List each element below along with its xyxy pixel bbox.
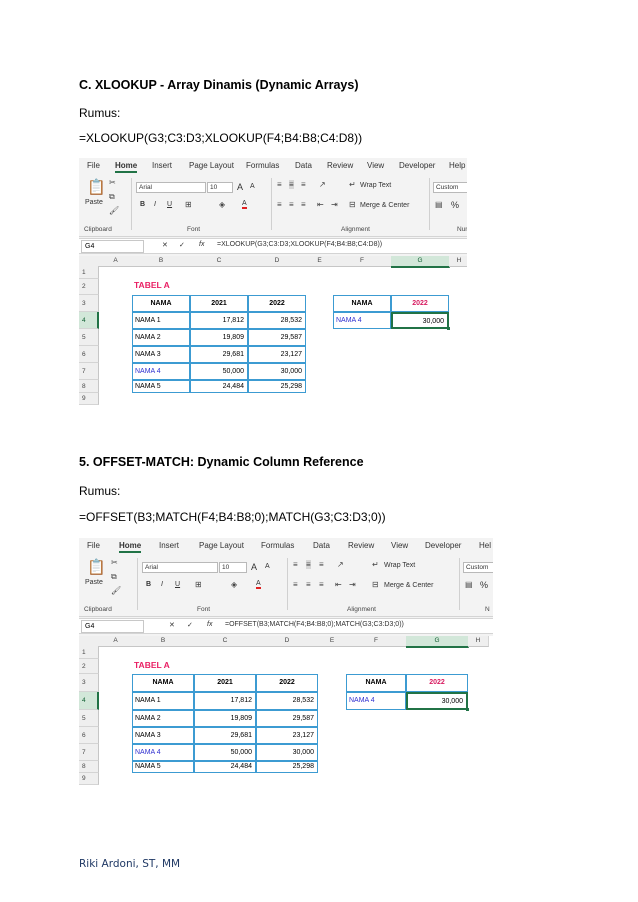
- table-cell-nama[interactable]: NAMA 2: [132, 710, 194, 727]
- table-cell-2021[interactable]: 17,812: [190, 312, 248, 329]
- row-header[interactable]: 1: [79, 266, 99, 279]
- shrink-font-icon[interactable]: A: [265, 563, 270, 570]
- fill-color-icon[interactable]: ◈: [219, 200, 226, 209]
- lookup-header-year[interactable]: 2022: [406, 674, 468, 692]
- table-cell-2021[interactable]: 19,809: [190, 329, 248, 346]
- percent-button[interactable]: %: [451, 200, 460, 210]
- font-size-select[interactable]: 10: [207, 182, 233, 193]
- menu-review[interactable]: Review: [327, 161, 354, 170]
- table-cell-2021[interactable]: 17,812: [194, 692, 256, 710]
- paste-button-label[interactable]: Paste: [85, 199, 103, 206]
- enter-icon[interactable]: ✓: [187, 622, 193, 629]
- table-cell-2022[interactable]: 30,000: [248, 363, 306, 380]
- menu-page-layout[interactable]: Page Layout: [189, 161, 234, 170]
- wrap-text-button[interactable]: Wrap Text: [360, 182, 392, 189]
- align-bottom-icon[interactable]: ≡: [301, 180, 306, 189]
- lookup-name-cell[interactable]: NAMA 4: [333, 312, 391, 329]
- menu-data[interactable]: Data: [313, 541, 330, 550]
- column-header[interactable]: G: [391, 256, 450, 268]
- table-cell-2022[interactable]: 30,000: [256, 744, 318, 761]
- align-right-icon[interactable]: ≡: [301, 200, 306, 209]
- table-cell-nama[interactable]: NAMA 3: [132, 727, 194, 744]
- table-cell-2022[interactable]: 23,127: [256, 727, 318, 744]
- group-label-number: Nur: [457, 226, 467, 233]
- section-c-formula: =XLOOKUP(G3;C3:D3;XLOOKUP(F4;B4:B8;C4:D8)): [79, 131, 363, 145]
- ribbon-menu-bar: [79, 538, 493, 554]
- row-header[interactable]: 8: [79, 761, 99, 773]
- excel-screenshot-offset-match: [79, 538, 493, 792]
- shrink-font-icon[interactable]: A: [250, 183, 255, 190]
- grow-font-icon[interactable]: A: [251, 562, 258, 572]
- row-header[interactable]: 6: [79, 346, 99, 363]
- lookup-header-nama[interactable]: NAMA: [333, 295, 391, 312]
- format-painter-icon[interactable]: 🖌: [111, 586, 122, 595]
- table-cell-2021[interactable]: 50,000: [190, 363, 248, 380]
- menu-file[interactable]: File: [87, 541, 100, 550]
- font-color-button[interactable]: A: [256, 580, 261, 587]
- lookup-result-cell[interactable]: 30,000: [391, 312, 449, 329]
- font-name-select[interactable]: Arial: [142, 562, 218, 573]
- table-cell-nama[interactable]: NAMA 2: [132, 329, 190, 346]
- indent-icon[interactable]: ⇤: [335, 580, 342, 589]
- column-header[interactable]: G: [406, 636, 469, 648]
- paste-button-label[interactable]: Paste: [85, 579, 103, 586]
- column-header[interactable]: H: [449, 256, 467, 267]
- formula-bar-input[interactable]: =OFFSET(B3;MATCH(F4;B4:B8;0);MATCH(G3;C3:D3;0)): [225, 621, 404, 628]
- indent-icon[interactable]: ⇤: [317, 200, 324, 209]
- merge-center-icon[interactable]: ⊟: [349, 200, 356, 209]
- fill-handle[interactable]: [466, 708, 469, 711]
- cancel-icon[interactable]: ✕: [162, 242, 168, 249]
- table-cell-nama[interactable]: NAMA 5: [132, 380, 190, 393]
- menu-developer[interactable]: Developer: [425, 541, 462, 550]
- underline-button[interactable]: U: [175, 581, 181, 588]
- menu-formulas[interactable]: Formulas: [246, 161, 280, 170]
- cancel-icon[interactable]: ✕: [169, 622, 175, 629]
- table-header-2021[interactable]: 2021: [194, 674, 256, 692]
- column-header[interactable]: E: [306, 256, 334, 267]
- table-cell-2021[interactable]: 29,681: [190, 346, 248, 363]
- wrap-text-button[interactable]: Wrap Text: [384, 562, 416, 569]
- row-header[interactable]: 2: [79, 279, 99, 295]
- group-label-clipboard: Clipboard: [84, 226, 112, 233]
- menu-formulas[interactable]: Formulas: [261, 541, 295, 550]
- menu-view[interactable]: View: [367, 161, 385, 170]
- font-color-button[interactable]: A: [242, 200, 247, 207]
- lookup-header-year[interactable]: 2022: [391, 295, 449, 312]
- menu-insert[interactable]: Insert: [159, 541, 180, 550]
- align-middle-icon[interactable]: ≡: [289, 180, 294, 189]
- table-cell-2022[interactable]: 29,587: [256, 710, 318, 727]
- name-box[interactable]: G4: [81, 240, 144, 253]
- menu-help[interactable]: Help: [449, 161, 466, 170]
- group-label-number: N: [485, 606, 490, 613]
- footer-author: Riki Ardoni, ST, MM: [79, 858, 181, 870]
- font-size-select[interactable]: 10: [219, 562, 247, 573]
- section-5-formula: =OFFSET(B3;MATCH(F4;B4:B8;0);MATCH(G3;C3:D3;0)): [79, 510, 386, 524]
- ribbon: [79, 554, 493, 617]
- italic-button[interactable]: I: [154, 201, 156, 208]
- worksheet-grid: [79, 256, 467, 410]
- row-header[interactable]: 4: [79, 312, 99, 329]
- accounting-format-icon[interactable]: ▤: [435, 200, 443, 209]
- table-cell-nama[interactable]: NAMA 4: [132, 744, 194, 761]
- fill-color-icon[interactable]: ◈: [231, 580, 238, 589]
- group-label-clipboard: Clipboard: [84, 606, 112, 613]
- align-left-icon[interactable]: ≡: [293, 580, 298, 589]
- section-c-heading: C. XLOOKUP - Array Dinamis (Dynamic Arrays): [79, 78, 359, 92]
- accounting-format-icon[interactable]: ▤: [465, 580, 473, 589]
- row-header[interactable]: 9: [79, 773, 99, 785]
- group-label-font: Font: [187, 226, 201, 233]
- column-header[interactable]: D: [248, 256, 307, 267]
- enter-icon[interactable]: ✓: [179, 242, 185, 249]
- column-header[interactable]: B: [132, 256, 191, 267]
- column-header[interactable]: A: [99, 636, 133, 647]
- table-header-2021[interactable]: 2021: [190, 295, 248, 312]
- formula-bar-input[interactable]: =XLOOKUP(G3;C3:D3;XLOOKUP(F4;B4:B8;C4:D8)): [217, 241, 383, 248]
- section-5-rumus-label: Rumus:: [79, 484, 121, 498]
- row-header[interactable]: 2: [79, 659, 99, 674]
- row-header[interactable]: 6: [79, 727, 99, 744]
- table-cell-nama[interactable]: NAMA 4: [132, 363, 190, 380]
- menu-file[interactable]: File: [87, 161, 100, 170]
- bold-button[interactable]: B: [146, 581, 152, 588]
- table-cell-2021[interactable]: 19,809: [194, 710, 256, 727]
- font-name-select[interactable]: Arial: [136, 182, 206, 193]
- table-cell-2021[interactable]: 24,484: [190, 380, 248, 393]
- row-header[interactable]: 9: [79, 393, 99, 405]
- align-center-icon[interactable]: ≡: [289, 200, 294, 209]
- lookup-result-cell[interactable]: 30,000: [406, 692, 468, 710]
- table-cell-2022[interactable]: 25,298: [256, 761, 318, 773]
- section-5-heading: 5. OFFSET-MATCH: Dynamic Column Reference: [79, 455, 364, 469]
- row-header[interactable]: 3: [79, 295, 99, 312]
- align-left-icon[interactable]: ≡: [277, 200, 282, 209]
- column-header[interactable]: C: [194, 636, 257, 647]
- italic-button[interactable]: I: [161, 581, 163, 588]
- grow-font-icon[interactable]: A: [237, 182, 244, 192]
- align-center-icon[interactable]: ≡: [306, 580, 311, 589]
- excel-screenshot-xlookup: [79, 158, 467, 410]
- lookup-header-nama[interactable]: NAMA: [346, 674, 406, 692]
- merge-center-button[interactable]: Merge & Center: [360, 202, 410, 209]
- table-cell-2021[interactable]: 29,681: [194, 727, 256, 744]
- group-label-font: Font: [197, 606, 211, 613]
- lookup-name-cell[interactable]: NAMA 4: [346, 692, 406, 710]
- group-label-alignment: Alignment: [347, 606, 376, 613]
- table-cell-nama[interactable]: NAMA 1: [132, 692, 194, 710]
- borders-icon[interactable]: ⊞: [195, 580, 202, 589]
- insert-function-icon[interactable]: fx: [207, 621, 213, 628]
- cut-icon[interactable]: ✂: [111, 558, 118, 567]
- insert-function-icon[interactable]: fx: [199, 241, 205, 248]
- wrap-text-icon[interactable]: ↵: [349, 180, 356, 189]
- row-header[interactable]: 5: [79, 329, 99, 346]
- menu-developer[interactable]: Developer: [399, 161, 436, 170]
- table-cell-2022[interactable]: 23,127: [248, 346, 306, 363]
- row-header[interactable]: 7: [79, 363, 99, 380]
- table-cell-2021[interactable]: 24,484: [194, 761, 256, 773]
- table-cell-nama[interactable]: NAMA 3: [132, 346, 190, 363]
- column-header[interactable]: A: [99, 256, 133, 267]
- align-top-icon[interactable]: ≡: [277, 180, 282, 189]
- orientation-icon[interactable]: ↗: [337, 560, 344, 569]
- percent-button[interactable]: %: [480, 580, 489, 590]
- table-cell-2022[interactable]: 28,532: [248, 312, 306, 329]
- table-header-2022[interactable]: 2022: [248, 295, 306, 312]
- section-c-rumus-label: Rumus:: [79, 106, 121, 120]
- orientation-icon[interactable]: ↗: [319, 180, 326, 189]
- column-header[interactable]: F: [333, 256, 392, 267]
- align-middle-icon[interactable]: ≡: [306, 560, 311, 569]
- align-bottom-icon[interactable]: ≡: [319, 560, 324, 569]
- outdent-icon[interactable]: ⇥: [331, 200, 338, 209]
- number-format-select[interactable]: Custom: [433, 182, 467, 193]
- menu-home[interactable]: Home: [115, 161, 138, 170]
- outdent-icon[interactable]: ⇥: [349, 580, 356, 589]
- group-label-alignment: Alignment: [341, 226, 370, 233]
- table-title[interactable]: TABEL A: [134, 280, 170, 290]
- row-header[interactable]: 1: [79, 646, 99, 659]
- number-format-select[interactable]: Custom: [463, 562, 493, 573]
- align-top-icon[interactable]: ≡: [293, 560, 298, 569]
- menu-help[interactable]: Hel: [479, 541, 492, 550]
- column-header[interactable]: C: [190, 256, 249, 267]
- copy-icon[interactable]: ⧉: [109, 192, 115, 201]
- table-title[interactable]: TABEL A: [134, 660, 170, 670]
- name-box[interactable]: G4: [81, 620, 144, 633]
- paste-icon[interactable]: 📋: [87, 559, 106, 576]
- align-right-icon[interactable]: ≡: [319, 580, 324, 589]
- column-header[interactable]: D: [256, 636, 319, 647]
- worksheet-grid: [79, 636, 493, 792]
- table-cell-nama[interactable]: NAMA 5: [132, 761, 194, 773]
- merge-center-button[interactable]: Merge & Center: [384, 582, 434, 589]
- row-header[interactable]: 3: [79, 674, 99, 692]
- formula-bar: [79, 618, 493, 634]
- table-header-2022[interactable]: 2022: [256, 674, 318, 692]
- menu-home[interactable]: Home: [119, 541, 142, 550]
- table-header-nama[interactable]: NAMA: [132, 295, 190, 312]
- table-cell-2021[interactable]: 50,000: [194, 744, 256, 761]
- copy-icon[interactable]: ⧉: [111, 572, 117, 581]
- ribbon-menu-bar: [79, 158, 467, 174]
- paste-icon[interactable]: 📋: [87, 179, 106, 196]
- table-cell-2022[interactable]: 28,532: [256, 692, 318, 710]
- format-painter-icon[interactable]: 🖌: [109, 206, 120, 215]
- column-header[interactable]: H: [468, 636, 489, 647]
- row-header[interactable]: 7: [79, 744, 99, 761]
- menu-page-layout[interactable]: Page Layout: [199, 541, 244, 550]
- formula-bar: [79, 238, 467, 254]
- wrap-text-icon[interactable]: ↵: [372, 560, 379, 569]
- row-header[interactable]: 8: [79, 380, 99, 393]
- column-header[interactable]: B: [132, 636, 195, 647]
- borders-icon[interactable]: ⊞: [185, 200, 192, 209]
- fill-handle[interactable]: [447, 327, 450, 330]
- row-header[interactable]: 5: [79, 710, 99, 727]
- bold-button[interactable]: B: [140, 201, 146, 208]
- column-header[interactable]: F: [346, 636, 407, 647]
- menu-view[interactable]: View: [391, 541, 409, 550]
- table-cell-2022[interactable]: 29,587: [248, 329, 306, 346]
- table-cell-2022[interactable]: 25,298: [248, 380, 306, 393]
- table-cell-nama[interactable]: NAMA 1: [132, 312, 190, 329]
- menu-insert[interactable]: Insert: [152, 161, 173, 170]
- ribbon: [79, 174, 467, 237]
- row-header[interactable]: 4: [79, 692, 99, 710]
- menu-review[interactable]: Review: [348, 541, 375, 550]
- table-header-nama[interactable]: NAMA: [132, 674, 194, 692]
- column-header[interactable]: E: [318, 636, 347, 647]
- menu-data[interactable]: Data: [295, 161, 312, 170]
- cut-icon[interactable]: ✂: [109, 178, 116, 187]
- merge-center-icon[interactable]: ⊟: [372, 580, 379, 589]
- underline-button[interactable]: U: [167, 201, 173, 208]
